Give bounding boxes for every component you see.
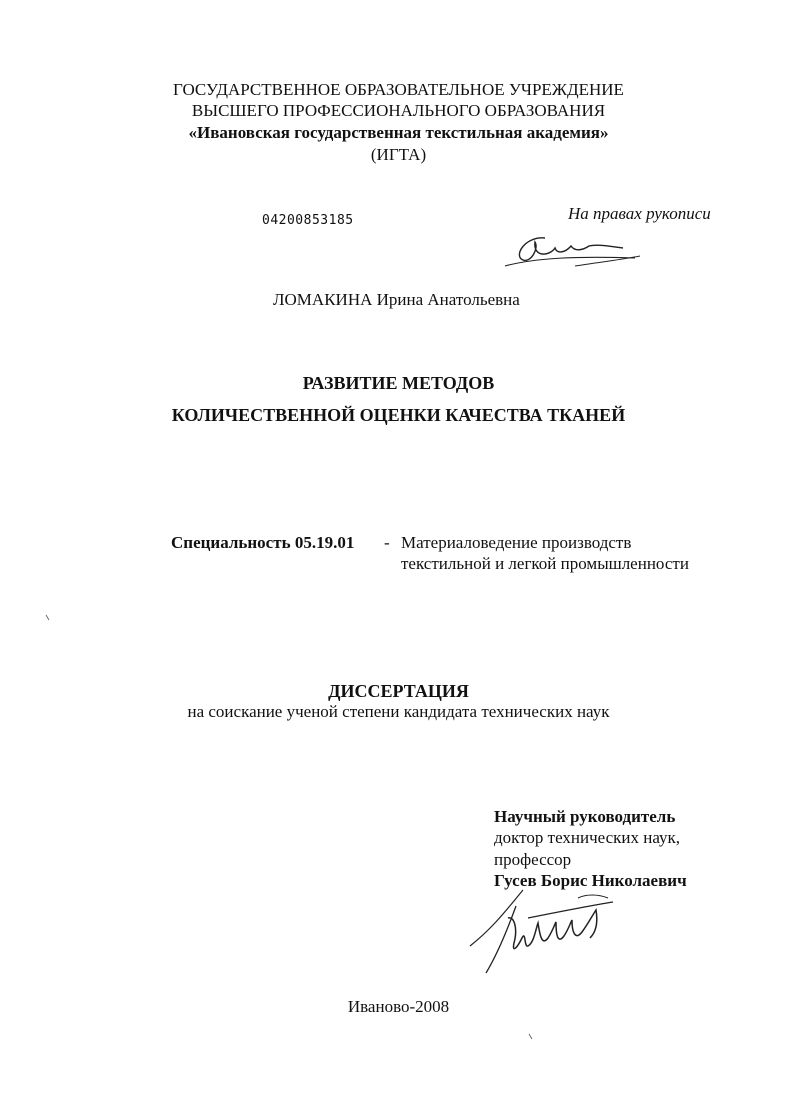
supervisor-name: Гусев Борис Николаевич [494,871,687,890]
supervisor-signature [468,888,618,978]
specialty-label: Специальность 05.19.01 [171,533,355,552]
author-name: ЛОМАКИНА Ирина Анатольевна [273,290,520,309]
author-signature [505,228,645,273]
specialty-description-line-2: текстильной и легкой промышленности [401,554,689,573]
institution-line-1: ГОСУДАРСТВЕННОЕ ОБРАЗОВАТЕЛЬНОЕ УЧРЕЖДЕНИЕ [173,80,624,99]
institution-abbreviation: (ИГТА) [370,145,427,164]
supervisor-degree: доктор технических наук, [494,828,681,847]
thesis-title-line-2: КОЛИЧЕСТВЕННОЙ ОЦЕНКИ КАЧЕСТВА ТКАНЕЙ [171,405,626,425]
institution-line-2: ВЫСШЕГО ПРОФЕССИОНАЛЬНОГО ОБРАЗОВАНИЯ [191,101,606,120]
supervisor-role: Научный руководитель [494,807,676,826]
scan-speck [528,1033,534,1041]
thesis-title-line-1: РАЗВИТИЕ МЕТОДОВ [302,373,495,393]
archive-number: 04200853185 [262,213,354,228]
document-type-subtitle: на соискание ученой степени кандидата технических наук [187,702,610,721]
scan-speck [45,614,51,622]
city-year: Иваново-2008 [347,997,450,1016]
rights-note: На правах рукописи [568,204,711,223]
document-type-heading: ДИССЕРТАЦИЯ [328,681,469,701]
specialty-dash: - [384,533,390,552]
institution-name: «Ивановская государственная текстильная академия» [188,123,609,142]
specialty-description-line-1: Материаловедение производств [401,533,632,552]
supervisor-title: профессор [494,850,572,869]
